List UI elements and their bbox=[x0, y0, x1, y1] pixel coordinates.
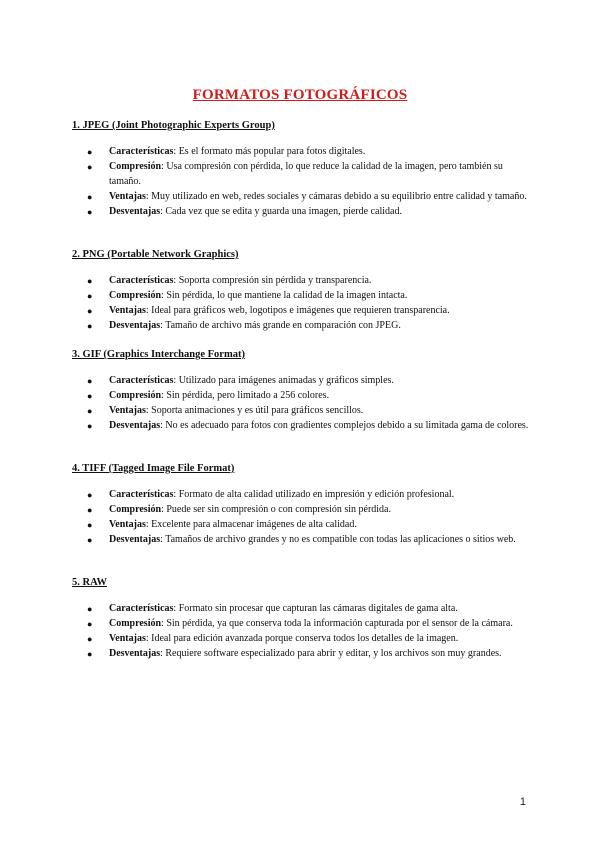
bullet-icon: ● bbox=[87, 320, 93, 331]
list-item bbox=[72, 647, 532, 662]
item-text: : Cada vez que se edita y guarda una imagen, pierde calidad. bbox=[160, 205, 402, 217]
bullet-icon: ● bbox=[87, 191, 93, 202]
item-label: Compresión bbox=[109, 617, 162, 629]
bullet-icon: ● bbox=[87, 648, 93, 659]
list-item bbox=[72, 205, 532, 220]
list-item bbox=[72, 404, 532, 419]
list-item bbox=[72, 190, 532, 205]
section-jpeg bbox=[72, 120, 532, 220]
bullet-icon: ● bbox=[87, 276, 93, 286]
item-label: Ventajas bbox=[109, 404, 146, 416]
list-item bbox=[72, 488, 532, 503]
bullet-icon: ● bbox=[87, 390, 93, 401]
item-text: : Ideal para edición avanzada porque conserva todos los detalles de la imagen. bbox=[145, 632, 459, 644]
item-text: : Usa compresión con pérdida, lo que reduce la calidad de la imagen, pero también su tamaño. bbox=[109, 160, 503, 187]
item-label: Desventajas bbox=[109, 205, 161, 217]
list-item bbox=[72, 145, 532, 160]
bullet-icon: ● bbox=[87, 534, 93, 545]
item-label: Compresión bbox=[109, 160, 162, 172]
bullet-icon: ● bbox=[87, 305, 93, 316]
item-text: : Puede ser sin compresión o con compresión sin pérdida. bbox=[161, 503, 391, 515]
item-text: : Soporta compresión sin pérdida y transparencia. bbox=[173, 275, 372, 286]
list-item bbox=[72, 304, 532, 319]
item-text: : Formato sin procesar que capturan las cámaras digitales de gama alta. bbox=[173, 603, 458, 614]
list-item bbox=[72, 533, 532, 548]
list-item bbox=[72, 319, 532, 334]
section-tiff bbox=[72, 463, 532, 548]
item-text: : Soporta animaciones y es útil para gráficos sencillos. bbox=[145, 404, 364, 416]
item-label: Desventajas bbox=[109, 419, 161, 431]
list-item bbox=[72, 632, 532, 647]
list-item bbox=[72, 289, 532, 304]
item-text: : Sin pérdida, ya que conserva toda la información capturada por el sensor de la cámara. bbox=[161, 617, 513, 629]
item-label: Ventajas bbox=[109, 190, 146, 202]
item-label: Compresión bbox=[109, 389, 162, 401]
item-label: Desventajas bbox=[109, 319, 161, 331]
list-item bbox=[72, 503, 532, 518]
item-text: : Sin pérdida, lo que mantiene la calidad de la imagen intacta. bbox=[161, 289, 408, 301]
item-text: : Sin pérdida, pero limitado a 256 colores. bbox=[161, 389, 330, 401]
bullet-icon: ● bbox=[87, 420, 93, 431]
item-text: : Excelente para almacenar imágenes de alta calidad. bbox=[145, 518, 357, 530]
item-label: Compresión bbox=[109, 503, 162, 515]
list-item bbox=[72, 617, 532, 632]
list-item bbox=[72, 602, 532, 617]
item-label: Ventajas bbox=[109, 518, 146, 530]
bullet-icon: ● bbox=[87, 604, 93, 614]
item-text: : Muy utilizado en web, redes sociales y cámaras debido a su equilibrio entre calidad y tamaño. bbox=[145, 190, 527, 202]
bullet-icon: ● bbox=[87, 504, 93, 515]
bullet-icon: ● bbox=[87, 376, 93, 386]
item-text: : Formato de alta calidad utilizado en impresión y edición profesional. bbox=[173, 489, 455, 500]
item-label: Características bbox=[109, 275, 174, 286]
bullet-icon: ● bbox=[87, 147, 93, 157]
item-label: Ventajas bbox=[109, 632, 146, 644]
item-label: Compresión bbox=[109, 289, 162, 301]
item-label: Características bbox=[109, 146, 174, 157]
list-item bbox=[72, 374, 532, 389]
item-label: Ventajas bbox=[109, 304, 146, 316]
section-gif bbox=[72, 349, 532, 434]
item-text: : Tamaño de archivo más grande en comparación con JPEG. bbox=[160, 319, 401, 331]
item-label: Características bbox=[109, 375, 174, 386]
bullet-icon: ● bbox=[87, 206, 93, 217]
list-item bbox=[72, 518, 532, 533]
bullet-icon: ● bbox=[87, 405, 93, 416]
section-raw bbox=[72, 577, 532, 662]
item-label: Desventajas bbox=[109, 533, 161, 545]
section-heading: 2. PNG (Portable Network Graphics) bbox=[72, 249, 239, 260]
section-heading: 1. JPEG (Joint Photographic Experts Group) bbox=[72, 120, 275, 131]
list-item bbox=[72, 419, 532, 434]
item-text: : No es adecuado para fotos con gradientes complejos debido a su limitada gama de colores. bbox=[160, 419, 529, 431]
bullet-icon: ● bbox=[87, 519, 93, 530]
item-label: Características bbox=[109, 603, 174, 614]
document-title: FORMATOS FOTOGRÁFICOS bbox=[192, 87, 408, 103]
bullet-icon: ● bbox=[87, 618, 93, 629]
item-label: Desventajas bbox=[109, 647, 161, 659]
bullet-icon: ● bbox=[87, 290, 93, 301]
section-png bbox=[72, 249, 532, 334]
list-item bbox=[72, 274, 532, 289]
bullet-icon: ● bbox=[87, 633, 93, 644]
section-heading: 4. TIFF (Tagged Image File Format) bbox=[72, 463, 235, 474]
section-heading: 3. GIF (Graphics Interchange Format) bbox=[72, 349, 245, 360]
page-number: 1 bbox=[519, 796, 526, 808]
section-heading: 5. RAW bbox=[72, 577, 108, 588]
bullet-icon: ● bbox=[87, 161, 93, 172]
item-text: : Tamaños de archivo grandes y no es compatible con todas las aplicaciones o sitios web. bbox=[160, 533, 516, 545]
item-label: Características bbox=[109, 489, 174, 500]
list-item bbox=[72, 389, 532, 404]
bullet-icon: ● bbox=[87, 490, 93, 500]
item-text: : Ideal para gráficos web, logotipos e imágenes que requieren transparencia. bbox=[145, 304, 450, 316]
list-item bbox=[72, 160, 532, 189]
item-text: : Es el formato más popular para fotos digitales. bbox=[173, 146, 366, 157]
item-text: : Utilizado para imágenes animadas y gráficos simples. bbox=[173, 375, 394, 386]
item-text: : Requiere software especializado para abrir y editar, y los archivos son muy grandes. bbox=[160, 647, 502, 659]
